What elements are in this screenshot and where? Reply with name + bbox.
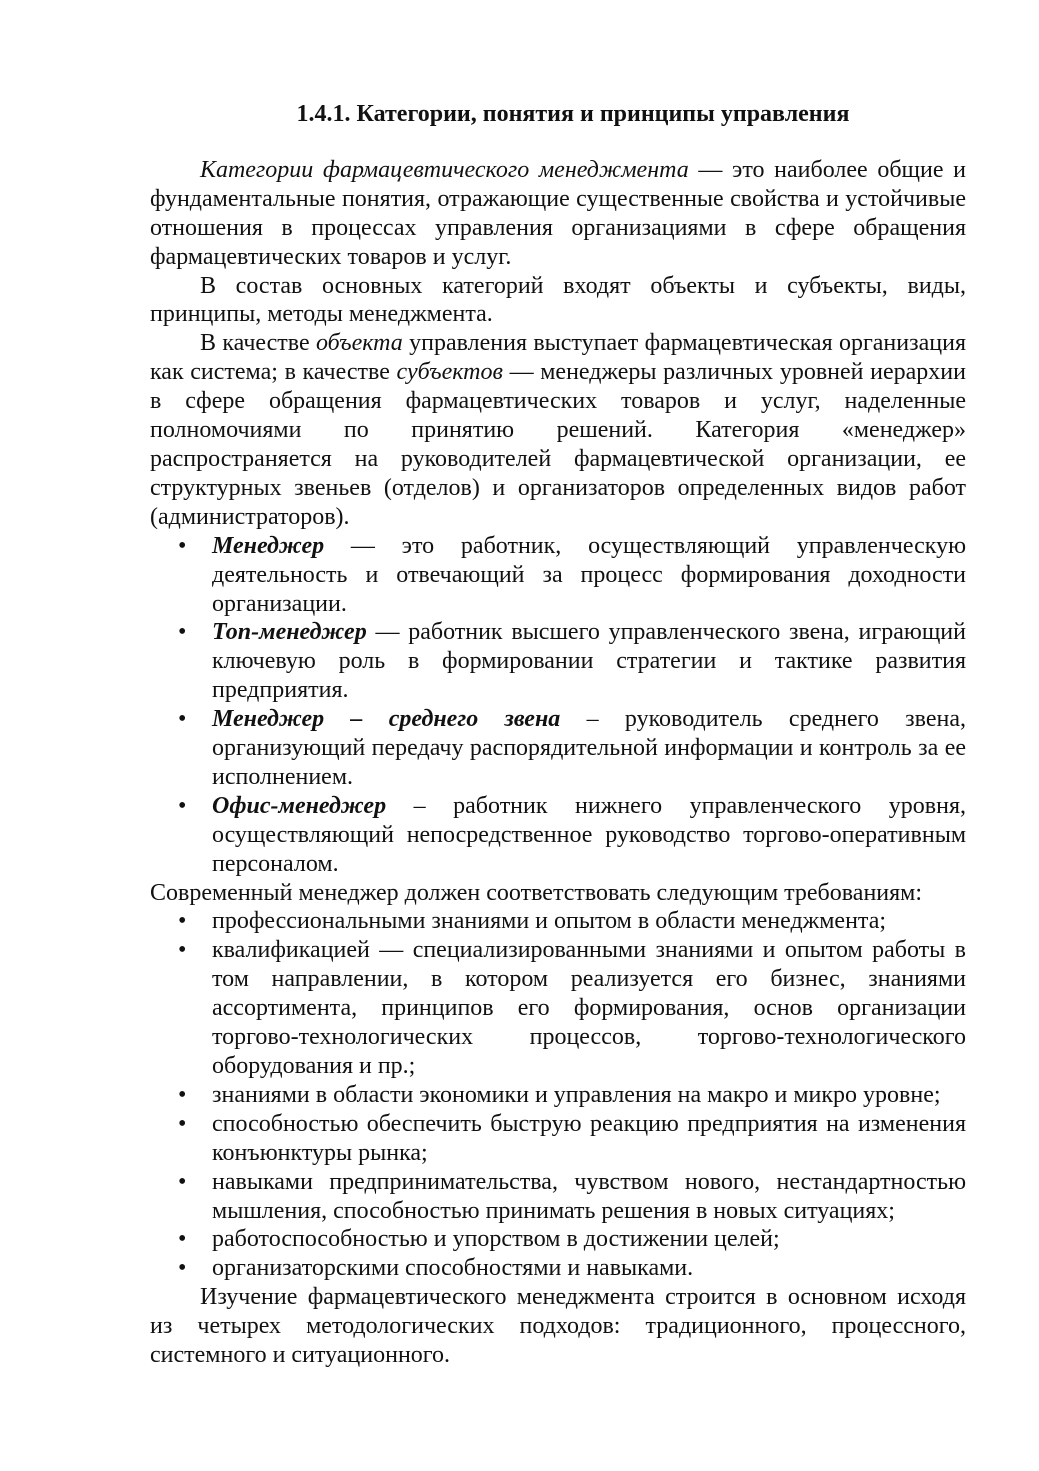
list-item-office-manager xyxy=(150,792,966,879)
document-page xyxy=(150,100,966,1370)
list-item-top-manager xyxy=(150,618,966,705)
list-item xyxy=(150,1168,966,1226)
text-segment: управления выступает фармацевтическая организация как система; в качестве xyxy=(150,330,966,386)
list-item xyxy=(150,1225,966,1254)
role-description: — это работник, осуществляющий управленческую деятельность и отвечающий за процесс формирования доходности организации. xyxy=(212,532,966,617)
bullet-icon: • xyxy=(178,532,187,559)
role-description: – работник нижнего управленческого уровня, осуществляющий непосредственное руководство торгово-оперативным персоналом. xyxy=(212,792,966,877)
bullet-icon: • xyxy=(178,937,187,964)
term-categories: Категории фармацевтического менеджмента xyxy=(200,156,689,183)
bullet-icon: • xyxy=(178,908,187,935)
role-term: Менеджер – среднего звена xyxy=(212,706,561,733)
role-term: Менеджер xyxy=(212,532,325,559)
paragraph-categories-definition xyxy=(150,156,966,272)
term-object: объекта xyxy=(315,330,403,357)
requirement-text: профессиональными знаниями и опытом в области менеджмента; xyxy=(212,908,887,935)
list-item-manager xyxy=(150,532,966,619)
bullet-icon: • xyxy=(178,706,187,733)
bullet-icon: • xyxy=(178,1110,187,1137)
text-segment: — менеджеры различных уровней иерархии в сфере обращения фармацевтических товаров и услуг, наделенные полномочиями по принятию решений. Категория «менеджер» распространяется на руководителей фармацевтической организации, ее структурных звеньев (отделов) и организаторов определенных видов работ (администраторов). xyxy=(150,359,966,530)
requirements-list xyxy=(150,907,966,1283)
paragraph-category-composition: В состав основных категорий входят объекты и субъекты, виды, принципы, методы менеджмента. xyxy=(150,272,966,328)
bullet-icon: • xyxy=(178,1226,187,1253)
manager-roles-list xyxy=(150,532,966,879)
role-description: — работник высшего управленческого звена, играющий ключевую роль в формировании стратегии и тактике развития предприятия. xyxy=(212,619,966,704)
list-item xyxy=(150,1254,966,1283)
bullet-icon: • xyxy=(178,1081,187,1108)
requirements-intro: Современный менеджер должен соответствовать следующим требованиям: xyxy=(150,879,923,906)
role-term: Топ-менеджер xyxy=(212,619,367,646)
term-subjects: субъектов xyxy=(396,359,503,386)
bullet-icon: • xyxy=(178,1255,187,1282)
role-description: – руководитель среднего звена, организующий передачу распорядительной информации и контроль за ее исполнением. xyxy=(212,706,967,790)
role-term: Офис-менеджер xyxy=(212,792,387,819)
list-item xyxy=(150,907,966,936)
bullet-icon: • xyxy=(178,619,187,646)
section-heading: 1.4.1. Категории, понятия и принципы управления xyxy=(296,101,850,127)
bullet-icon: • xyxy=(178,792,187,819)
requirement-text: способностью обеспечить быструю реакцию предприятия на изменения конъюнктуры рынка; xyxy=(212,1110,966,1166)
requirement-text: организаторскими способностями и навыками. xyxy=(212,1255,694,1282)
requirement-text: знаниями в области экономики и управления на макро и микро уровне; xyxy=(212,1081,941,1108)
requirement-text: квалификацией — специализированными знаниями и опытом работы в том направлении, в котором реализуется его бизнес, знаниями ассортимента, принципов его формирования, основ организации торгово-технологических процессов, торгово-технологического оборудования и пр.; xyxy=(212,937,966,1079)
list-item xyxy=(150,1110,966,1168)
list-item xyxy=(150,1081,966,1110)
bullet-icon: • xyxy=(178,1168,187,1195)
requirement-text: навыками предпринимательства, чувством нового, нестандартностью мышления, способностью принимать решения в новых ситуациях; xyxy=(212,1168,966,1224)
list-item xyxy=(150,936,966,1081)
text-categories-rest: — это наиболее общие и фундаментальные понятия, отражающие существенные свойства и устойчивые отношения в процессах управления организациями в сфере обращения фармацевтических товаров и услуг. xyxy=(150,156,966,270)
text-segment: В качестве xyxy=(200,330,316,357)
list-item-middle-manager xyxy=(150,705,966,792)
paragraph-methodological-approaches: Изучение фармацевтического менеджмента строится в основном исходя из четырех методологических подходов: традиционного, процессного, системного и ситуационного. xyxy=(150,1284,966,1369)
paragraph-object-subject xyxy=(150,329,966,531)
requirement-text: работоспособностью и упорством в достижении целей; xyxy=(212,1226,780,1253)
